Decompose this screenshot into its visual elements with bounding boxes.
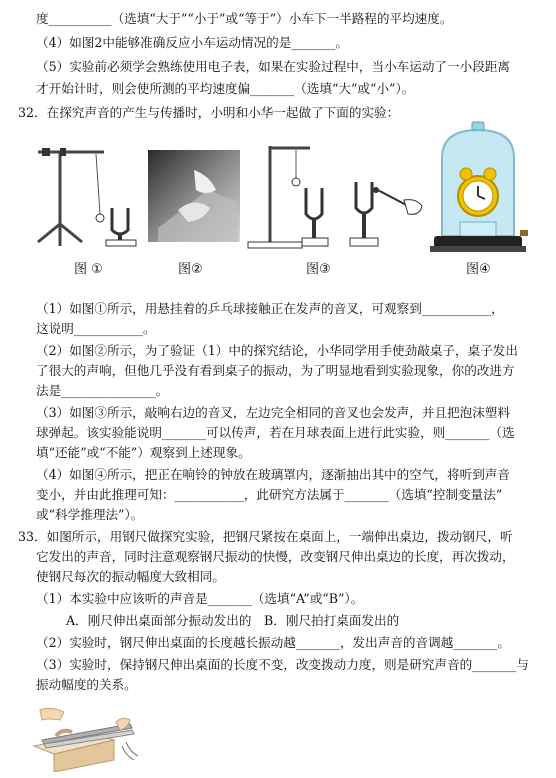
text-line: 这说明___________。 [36,321,156,336]
text-line: 填“还能”或“不能”）观察到上述现象。 [36,445,251,460]
figure-2-hand-knocking-table [148,150,240,245]
text-line: 振动幅度的关系。 [36,677,137,692]
text-line: （3）如图③所示，敲响右边的音叉，左边完全相同的音叉也会发声，并且把泡沫塑料 [36,405,510,420]
text-line: （1）如图①所示，用悬挂着的乒乓球接触正在发声的音叉，可观察到___________， [36,301,504,316]
text-line: （2）实验时，钢尺伸出桌面的长度越长振动越_______，发出声音的音调越_______。 [36,635,510,650]
figure-3-resonating-tuning-forks [244,138,438,253]
text-line: 或“科学推理法”）。 [36,507,144,522]
figure-4-bell-in-bell-jar [428,118,528,261]
text-line: （1）本实验中应该听的声音是_______（选填“A”或“B”）。 [36,591,364,606]
steel-ruler-figure [30,706,150,775]
text-line: 变小，并由此推理可知：___________，此研究方法属于_______（选填“控制变量法” [36,487,503,502]
text-line: 使钢尺每次的振动幅度大致相同。 [36,569,225,584]
text-line: （4）如图2中能够准确反应小车运动情况的是_______。 [36,35,348,50]
figure-1-pendulum-tuning-fork [32,138,150,253]
text-line: （3）实验时，保持钢尺伸出桌面的长度不变，改变拨动力度，则是研究声音的_______与 [36,657,529,672]
figure-3-label: 图③ [306,262,331,277]
text-line: （2）如图②所示，为了验证（1）中的探究结论，小华同学用手使劲敲桌子，桌子发出 [36,343,518,358]
text-line: 度__________（选填“大于”“小于”或“等于”）小车下一半路程的平均速度。 [36,11,453,26]
question-33-heading: 33．如图所示，用钢尺做探究实验，把钢尺紧按在桌面上，一端伸出桌边，拨动钢尺，听 [18,529,513,544]
figure-2-label: 图② [178,262,203,277]
question-32-heading: 32．在探究声音的产生与传播时，小明和小华一起做了下面的实验： [18,105,400,120]
figure-1-label: 图 ① [74,262,103,277]
text-line: 它发出的声音，同时注意观察钢尺振动的快慢，改变钢尺伸出桌边的长度，再次拨动， [36,549,515,564]
text-line: 才开始计时，则会使所测的平均速度偏_______（选填“大”或“小”）。 [36,81,415,96]
figure-4-label: 图④ [466,262,491,277]
text-line: 法是_______________。 [36,383,169,398]
option-line: A．刚尺伸出桌面部分振动发出的 B．刚尺拍打桌面发出的 [66,613,400,628]
text-line: 球弹起。该实验能说明_______可以传声，若在月球表面上进行此实验，则_______（选 [36,425,515,440]
text-line: （5）实验前必须学会熟练使用电子表，如果在实验过程中，当小车运动了一小段距离 [36,59,510,74]
text-line: （4）如图④所示，把正在响铃的钟放在玻璃罩内，逐渐抽出其中的空气，将听到声音 [36,467,510,482]
text-line: 了很大的声响，但他几乎没有看到桌子的振动，为了明显地看到实验现象，你的改进方 [36,363,515,378]
